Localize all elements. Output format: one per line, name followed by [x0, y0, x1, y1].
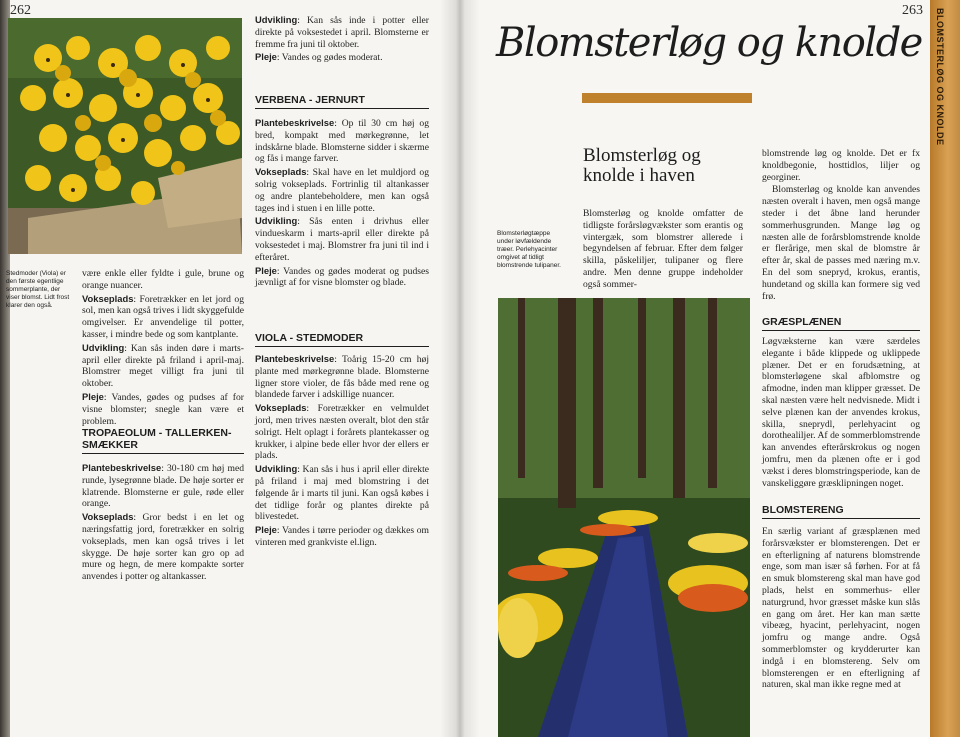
book-gutter: [440, 0, 480, 737]
page-number-right: 263: [902, 3, 923, 18]
verb-plantebeskrivelse-body: : Op til 30 cm høj og bred, kompakt med mørkegrønne, let indskårne blade. Blomsterne sidder i skærme og fås i mange farver.: [255, 118, 429, 165]
verbena-text: [255, 117, 429, 290]
trop-plantebeskrivelse-label: Plantebeskrivelse: [82, 462, 162, 473]
viola-vokseplads2-body: : Foretrækker en velmuldet jord, men trives næsten overalt, blot den står solrigt. Helt oplagt i forårets plantekasser og krukker, i alpine bede eller hvor der ellers er plads.: [255, 403, 429, 462]
tulip-garden-photo: [498, 298, 750, 737]
viola-pleje2-body: : Vandes i tørre perioder og dækkes om vinteren med grankviste el.lign.: [255, 525, 429, 548]
viola-vokseplads-label: Vokseplads: [82, 292, 134, 304]
blomstereng-text: En særlig variant af græsplænen med forårsvækster er blomsterengen. Det er en efterligning af naturens blomstrende enge, som man især så førhen. For at få en smuk blomstereng skal man have god plads, helst en sommerhus- eller naturgrund, hvor græsset måske kun slås en gang om året. Her kan man sætte vibeæg, hyacint, perlehyacint, nogen jomfru og mange andre. Også sommerblomster og krydderurter kan indgå i en blomstereng. Selv om blomsterengen er en efterligning af naturen, skal man ikke regne med at: [762, 526, 920, 691]
right-col2-paragraph-2: Blomsterløg og knolde kan anvendes næsten overalt i haven, men også mange steder i det åbne land herunder sommerhusgrunden. Mange løg og næsten alle de forårsblomstrende knolde er flerårige, men skal de blomstre år efter år, skal de passes med næring m.v. En del som snepryd, krokus, erantis, hundetand og skilla kan formere sig ved frø.: [762, 184, 920, 302]
verb-pleje-paragraph: [255, 265, 429, 290]
trop-plantebeskrivelse-paragraph: [82, 462, 244, 510]
viola-pleje-body: : Vandes, gødes og pudses af for visne blomster; snegle kan være et problem.: [82, 391, 244, 427]
verb-pleje-body: : Vandes og gødes moderat og pudses jævnligt af for visne blomster og blade.: [255, 265, 429, 289]
chapter-title: Blomsterløg og knolde: [496, 20, 922, 66]
viola-vokseplads-paragraph: [82, 293, 244, 341]
viola-udvikling2-body: : Kan sås i hus i april eller direkte på friland i maj med blomstring i det følgende år i marts til juni. Kan også købes i det tidlige forår og plantes direkte på blivestedet.: [255, 464, 429, 523]
trop-pleje-paragraph: [255, 51, 429, 64]
viola-udvikling2-paragraph: [255, 463, 429, 523]
viola-plantebeskrivelse-paragraph: [255, 353, 429, 401]
section-subtitle-line-2: knolde i haven: [583, 165, 695, 186]
viola-plantebeskrivelse-body: : Toårig 15-20 cm høj plante med mørkegrønne blade. Blomsterne ligner store violer, de fås både med rene og blandede farver i adskillige nuancer.: [255, 354, 429, 401]
tulip-photo-caption: Blomsterløgtæppe under løvfældende træer. Perlehyacinter omgivet af tidligt blomstrende tulipaner.: [497, 230, 561, 269]
viola-vokseplads2-label: Vokseplads: [255, 402, 307, 414]
verb-vokseplads-label: Vokseplads: [255, 166, 307, 178]
blomstereng-heading: BLOMSTERENG: [762, 504, 920, 519]
left-column-2-top-text: [255, 14, 429, 65]
verb-udvikling-paragraph: [255, 215, 429, 263]
pansy-photo-image: [8, 18, 242, 254]
left-column-1-text: [82, 268, 244, 428]
graesplaenen-heading: GRÆSPLÆNEN: [762, 316, 920, 331]
viola-udvikling-paragraph: [82, 342, 244, 390]
viola-plantebeskrivelse-label: Plantebeskrivelse: [255, 353, 335, 364]
trop-vokseplads-label: Vokseplads: [82, 511, 134, 523]
viola-pleje2-paragraph: [255, 524, 429, 549]
chapter-title-underline: [582, 93, 752, 103]
pansy-photo: [8, 18, 242, 254]
trop-udvikling-paragraph: [255, 14, 429, 50]
trop-vokseplads-body: : Gror bedst i en let og næringsfattig jord, foretrækker en solrig vokseplads, men kan også trives i let skygge. De høje sorter kan gro op ad mure og hegn, de mere kompakte sorter anvendes i potter og altankasser.: [82, 512, 244, 583]
intro-text: Blomsterløg og knolde omfatter de tidligste forårsløgvækster som erantis og vintergæk, som blomstrer allerede i begyndelsen af februar. Efter dem følger skilla, påskeliljer, tulipaner og flere andre. Men denne gruppe indeholder også sommer-: [583, 208, 743, 290]
viola-heading: VIOLA - STEDMODER: [255, 332, 429, 347]
page-number-left: 262: [10, 3, 31, 18]
section-subtitle-line-1: Blomsterløg og: [583, 145, 701, 166]
verb-plantebeskrivelse-label: Plantebeskrivelse: [255, 117, 335, 128]
trop-udvikling-label: Udvikling: [255, 14, 298, 25]
right-col2-paragraph-1: blomstrende løg og knolde. Det er fx knoldbegonie, hosttidlos, liljer og georginer.: [762, 148, 920, 183]
viola-continued-text: være enkle eller fyldte i gule, brune og orange nuancer.: [82, 268, 244, 291]
section-subtitle: [583, 146, 701, 186]
tropaeolum-heading: TROPAEOLUM - TALLERKEN-SMÆKKER: [82, 427, 244, 454]
viola-pleje2-label: Pleje: [255, 524, 277, 536]
trop-pleje-label: Pleje: [255, 51, 277, 63]
tulip-garden-photo-image: [498, 298, 750, 737]
tropaeolum-text: [82, 462, 244, 584]
viola-udvikling-label: Udvikling: [82, 341, 125, 353]
verb-plantebeskrivelse-paragraph: [255, 117, 429, 165]
viola-pleje-label: Pleje: [82, 390, 104, 402]
chapter-side-tab-label: BLOMSTERLØG OG KNOLDE: [935, 8, 945, 146]
viola-udvikling2-label: Udvikling: [255, 463, 298, 475]
verb-udvikling-label: Udvikling: [255, 215, 298, 227]
right-column-2-top-text: [762, 148, 920, 303]
viola-text: [255, 353, 429, 550]
trop-vokseplads-paragraph: [82, 511, 244, 583]
trop-plantebeskrivelse-body: : 30-180 cm høj med runde, lysegrønne blade. De høje sorter er klatrende. Blomsterne er gule, røde eller orange.: [82, 463, 244, 510]
viola-vokseplads2-paragraph: [255, 402, 429, 462]
viola-vokseplads-body: : Foretrækker en let jord og sol, men kan også trives i lidt skyggefulde omgivelser. Er anvendelige til potter, kasser, i mindre bede og som kantplante.: [82, 293, 245, 340]
verbena-heading: VERBENA - JERNURT: [255, 94, 429, 109]
trop-udvikling-body: : Kan sås inde i potter eller direkte på voksestedet i april. Blomsterne er fremme fra juni til oktober.: [255, 15, 429, 50]
verb-pleje-label: Pleje: [255, 264, 277, 276]
verb-udvikling-body: : Sås enten i drivhus eller vindueskarm i marts-april eller direkte på voksestedet i maj. Blomstrer fra juni til ind i efteråret.: [255, 216, 429, 263]
graesplaenen-text: Løgvæksterne kan være særdeles elegante i både klippede og uklippede plæner. Det er en forudsætning, at blomsterløgene skal afblomstre og afmodne, inden man klipper græsset. De skal næsten være helt nedvisnede. Midt i selve plænen kan der anvendes krokus, skilla, sneprydl, perlehyacint og dorothealiljer. Af de sommerblomstrende kan anvendes efterårskrokus og nogen jomfru, men da plænen ofte er i god vækst i deres blomstringsperiode, kan de vanskeliggøre græsklipningen noget.: [762, 336, 920, 489]
pansy-photo-caption: Stedmoder (Viola) er den første egentlige sommerplante, der viser blomst. Lidt frost klarer den også.: [6, 270, 70, 309]
viola-udvikling-body: : Kan sås inden døre i marts-april eller direkte på friland i april-maj. Blomstrer meget villigt fra juni til oktober.: [82, 342, 244, 390]
verb-vokseplads-paragraph: [255, 166, 429, 214]
verb-vokseplads-body: : Skal have en let muldjord og solrig vokseplads. Fortrinlig til altankasser og andre plantebeholdere, men kan også tages ind i stuen i en lille potte.: [255, 167, 429, 214]
trop-pleje-body: : Vandes og gødes moderat.: [276, 52, 383, 64]
viola-pleje-paragraph: [82, 391, 244, 427]
